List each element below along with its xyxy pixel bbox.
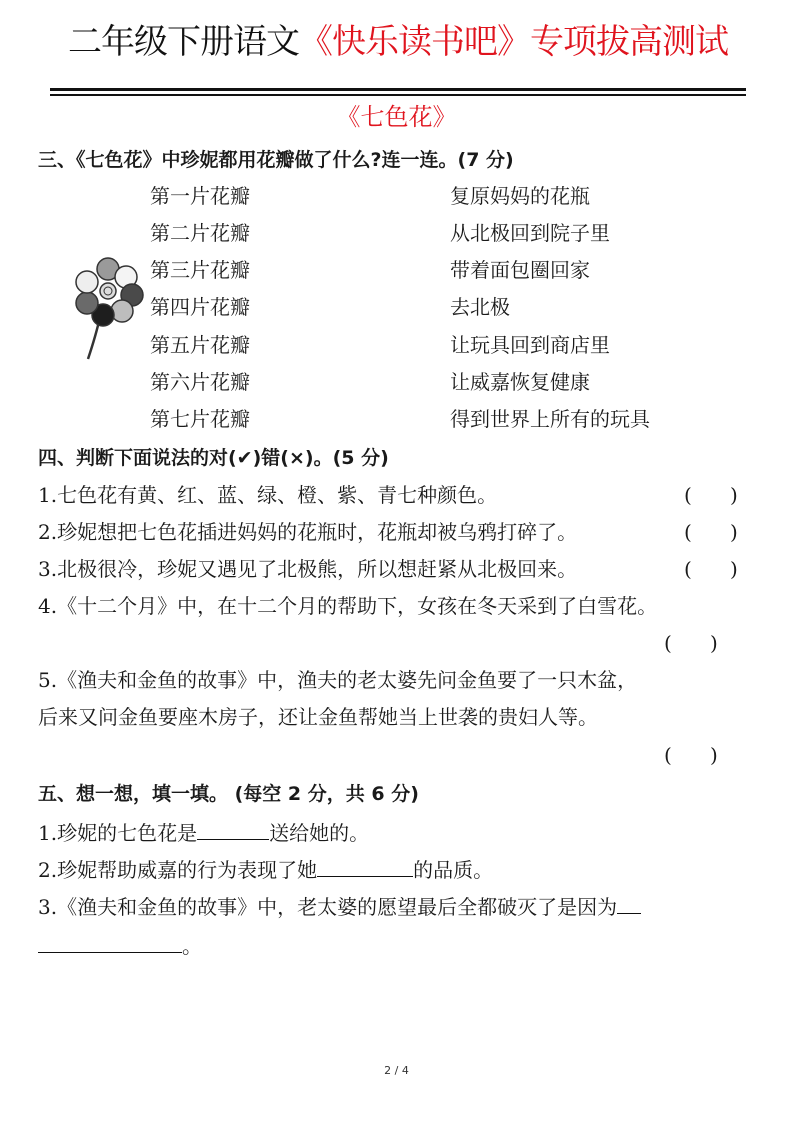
judge-item-3: 3.北极很冷，珍妮又遇见了北极熊，所以想赶紧从北极回来。 xyxy=(38,557,578,581)
fill-blank-3a[interactable] xyxy=(617,891,641,914)
answer-box-1[interactable]: ( ) xyxy=(684,483,738,507)
title-rule-thin xyxy=(50,94,746,96)
wish-item[interactable]: 带着面包圈回家 xyxy=(450,258,590,282)
title-rule-thick xyxy=(50,88,746,91)
wish-item[interactable]: 让威嘉恢复健康 xyxy=(450,370,590,394)
title-highlight: 《快乐读书吧》 xyxy=(299,22,530,62)
fill-item-1 xyxy=(38,817,369,847)
judge-item-1: 1.七色花有黄、红、蓝、绿、橙、紫、青七种颜色。 xyxy=(38,483,498,507)
fill-item-1-after: 送给她的。 xyxy=(269,821,370,845)
judge-item-4: 4.《十二个月》中，在十二个月的帮助下，女孩在冬天采到了白雪花。 xyxy=(38,594,658,618)
page-title xyxy=(50,20,746,64)
judge-item-2: 2.珍妮想把七色花插进妈妈的花瓶时，花瓶却被乌鸦打碎了。 xyxy=(38,520,578,544)
fill-item-3-before: 3.《渔夫和金鱼的故事》中，老太婆的愿望最后全都破灭了是因为 xyxy=(38,895,618,919)
section4-heading: 四、判断下面说法的对(✔)错(×)。(5 分) xyxy=(38,447,389,469)
fill-blank-2[interactable] xyxy=(317,854,413,877)
petal-item[interactable]: 第四片花瓣 xyxy=(150,295,250,319)
answer-box-5[interactable]: ( ) xyxy=(664,743,718,767)
section3-heading: 三、《七色花》中珍妮都用花瓣做了什么?连一连。(7 分) xyxy=(38,149,514,171)
fill-item-2 xyxy=(38,854,493,884)
fill-blank-3b[interactable] xyxy=(38,930,182,953)
petal-item[interactable]: 第七片花瓣 xyxy=(150,407,250,431)
answer-box-2[interactable]: ( ) xyxy=(684,520,738,544)
judge-item-5-line1: 5.《渔夫和金鱼的故事》中，渔夫的老太婆先问金鱼要了一只木盆， xyxy=(38,668,638,692)
fill-blank-1[interactable] xyxy=(197,817,269,840)
petal-item[interactable]: 第五片花瓣 xyxy=(150,333,250,357)
fill-item-1-before: 1.珍妮的七色花是 xyxy=(38,821,198,845)
wish-item[interactable]: 去北极 xyxy=(450,295,510,319)
fill-item-3-after: 。 xyxy=(182,934,202,958)
petal-item[interactable]: 第六片花瓣 xyxy=(150,370,250,394)
answer-box-3[interactable]: ( ) xyxy=(684,557,738,581)
judge-item-5-line2: 后来又问金鱼要座木房子，还让金鱼帮她当上世袭的贵妇人等。 xyxy=(38,705,598,729)
wish-item[interactable]: 让玩具回到商店里 xyxy=(450,333,610,357)
wish-item[interactable]: 从北极回到院子里 xyxy=(450,221,610,245)
seven-color-flower-icon xyxy=(70,255,145,365)
petal-item[interactable]: 第三片花瓣 xyxy=(150,258,250,282)
fill-item-2-before: 2.珍妮帮助威嘉的行为表现了她 xyxy=(38,858,318,882)
fill-item-3 xyxy=(38,891,641,921)
title-suffix: 专项拔高测试 xyxy=(530,22,728,62)
petal-item[interactable]: 第二片花瓣 xyxy=(150,221,250,245)
page-indicator: 2 / 4 xyxy=(384,1064,409,1077)
fill-item-3-cont xyxy=(38,930,202,960)
answer-box-4[interactable]: ( ) xyxy=(664,631,718,655)
wish-item[interactable]: 得到世界上所有的玩具 xyxy=(450,407,650,431)
petal-item[interactable]: 第一片花瓣 xyxy=(150,184,250,208)
subtitle: 《七色花》 xyxy=(336,103,457,131)
title-prefix: 二年级下册语文 xyxy=(68,22,299,62)
section5-heading: 五、想一想，填一填。 (每空 2 分，共 6 分) xyxy=(38,783,419,805)
fill-item-2-after: 的品质。 xyxy=(413,858,494,882)
wish-item[interactable]: 复原妈妈的花瓶 xyxy=(450,184,590,208)
